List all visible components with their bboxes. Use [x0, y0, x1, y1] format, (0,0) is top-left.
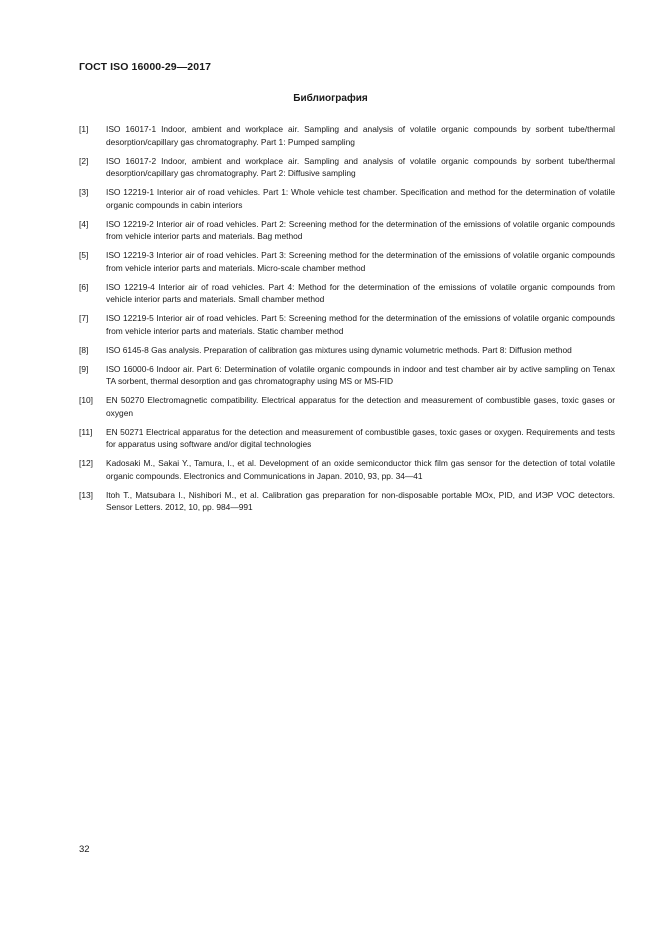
- bibliography-entry: [79, 312, 615, 337]
- entry-number: [11]: [79, 426, 93, 437]
- entry-number: [12]: [79, 458, 93, 468]
- bibliography-entry: [79, 394, 615, 419]
- entry-text: Kadosaki M., Sakai Y., Tamura, I., et al. Development of an oxide semiconductor thick film gas sensor for the detection of total volatile organic compounds. Electronics and Communications in Japan. 2010, 93, pp. 34—41: [106, 458, 615, 481]
- entry-number: [3]: [79, 187, 89, 197]
- bibliography-entry: [79, 344, 615, 357]
- entry-text: ISO 12219-4 Interior air of road vehicles. Part 4: Method for the determination of the emissions of volatile organic compounds from vehicle interior parts and materials. Small chamber method: [106, 281, 615, 304]
- entry-text: ISO 16017-2 Indoor, ambient and workplace air. Sampling and analysis of volatile organic compounds by sorbent tube/thermal desorption/capillary gas chromatography. Part 2: Diffusive sampling: [106, 155, 615, 178]
- bibliography-title: Библиография: [293, 93, 368, 104]
- bibliography-entry: [79, 489, 615, 514]
- bibliography-entry: [79, 363, 615, 388]
- entry-number: [10]: [79, 395, 93, 405]
- entry-text: ISO 16017-1 Indoor, ambient and workplace air. Sampling and analysis of volatile organic compounds by sorbent tube/thermal desorption/capillary gas chromatography. Part 1: Pumped sampling: [106, 124, 615, 147]
- entry-number: [6]: [79, 281, 89, 292]
- entry-number: [7]: [79, 313, 89, 323]
- bibliography-entry: [79, 218, 615, 243]
- entry-text: ISO 6145-8 Gas analysis. Preparation of calibration gas mixtures using dynamic volumetric methods. Part 8: Diffusion method: [106, 344, 572, 355]
- entry-number: [8]: [79, 344, 89, 355]
- bibliography-entry: [79, 186, 615, 211]
- entry-text: ISO 16000-6 Indoor air. Part 6: Determination of volatile organic compounds in indoor and test chamber air by active sampling on Tenax TA sorbent, thermal desorption and gas chromatography using MS or MS-FID: [106, 363, 615, 386]
- document-code-header: ГОСТ ISO 16000-29—2017: [79, 61, 212, 73]
- entry-text: ISO 12219-3 Interior air of road vehicles. Part 3: Screening method for the determination of the emissions of volatile organic compounds from vehicle interior parts and materials. Micro-scale chamber method: [106, 250, 615, 273]
- page-number: 32: [79, 844, 90, 855]
- bibliography-entry: [79, 123, 615, 148]
- entry-number: [5]: [79, 250, 89, 260]
- entry-number: [9]: [79, 363, 89, 374]
- bibliography-entry: [79, 426, 615, 451]
- bibliography-entry: [79, 281, 615, 306]
- entry-text: EN 50270 Electromagnetic compatibility. Electrical apparatus for the detection and measurement of combustible gases, toxic gases or oxygen: [106, 395, 615, 418]
- entry-number: [2]: [79, 155, 89, 166]
- bibliography-entry: [79, 249, 615, 274]
- entry-number: [1]: [79, 124, 89, 134]
- entry-number: [13]: [79, 489, 93, 500]
- entry-text: ISO 12219-1 Interior air of road vehicles. Part 1: Whole vehicle test chamber. Specification and method for the determination of volatile organic compounds in cabin interiors: [106, 187, 615, 210]
- entry-text: ISO 12219-2 Interior air of road vehicles. Part 2: Screening method for the determination of the emissions of volatile organic compounds from vehicle interior parts and materials. Bag method: [106, 218, 615, 241]
- bibliography-entry: [79, 155, 615, 180]
- bibliography-entry: [79, 457, 615, 482]
- bibliography-list: [79, 123, 615, 520]
- entry-number: [4]: [79, 218, 89, 229]
- entry-text: Itoh T., Matsubara I., Nishibori M., et al. Calibration gas preparation for non-disposable portable MOx, PID, and ИЭР VOC detectors. Sensor Letters. 2012, 10, pp. 984—991: [106, 489, 615, 512]
- entry-text: ISO 12219-5 Interior air of road vehicles. Part 5: Screening method for the determination of the emissions of volatile organic compounds from vehicle interior parts and materials. Static chamber method: [106, 313, 615, 336]
- entry-text: EN 50271 Electrical apparatus for the detection and measurement of combustible gases, toxic gases or oxygen. Requirements and tests for apparatus using software and/or digital technologies: [106, 426, 615, 449]
